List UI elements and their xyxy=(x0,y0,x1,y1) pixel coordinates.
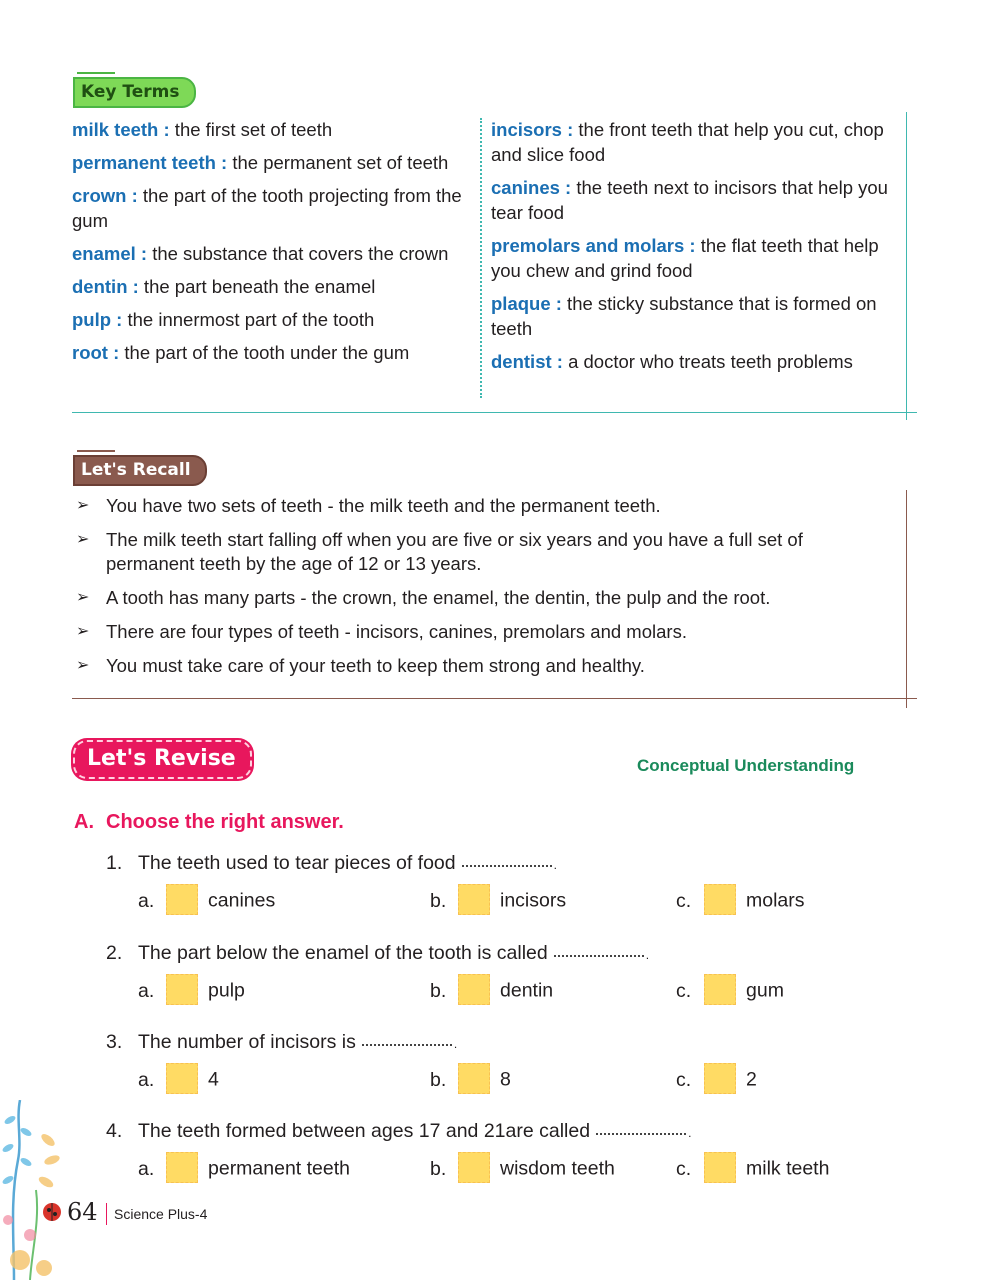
arrow-bullet-icon: ➢ xyxy=(76,589,90,606)
arrow-bullet-icon: ➢ xyxy=(76,623,90,640)
key-term: canines : the teeth next to incisors that help you tear food xyxy=(491,177,888,223)
answer-checkbox[interactable] xyxy=(166,884,198,915)
key-terms-left-column xyxy=(72,117,474,373)
key-term: milk teeth : the first set of teeth xyxy=(72,119,333,140)
recall-list xyxy=(74,494,874,688)
key-term: crown : the part of the tooth projecting from the gum xyxy=(72,185,462,231)
key-term: incisors : the front teeth that help you cut, chop and slice food xyxy=(491,119,884,165)
answer-checkbox[interactable] xyxy=(704,1063,736,1094)
key-term: plaque : the sticky substance that is formed on teeth xyxy=(491,293,877,339)
key-term: dentist : a doctor who treats teeth problems xyxy=(491,351,853,372)
key-terms-frame-line xyxy=(906,112,907,420)
key-terms-heading: Key Terms xyxy=(73,77,196,108)
answer-checkbox[interactable] xyxy=(704,1152,736,1183)
list-item: ➢ You have two sets of teeth - the milk teeth and the permanent teeth. xyxy=(76,495,661,516)
option-3a[interactable]: a. 4 xyxy=(138,1065,219,1096)
option-4c[interactable]: c. milk teeth xyxy=(676,1154,829,1185)
answer-checkbox[interactable] xyxy=(166,974,198,1005)
floral-decoration-icon xyxy=(0,1100,72,1280)
question-3: 3. The number of incisors is . xyxy=(106,1031,458,1053)
key-term: dentin : the part beneath the enamel xyxy=(72,276,376,297)
answer-checkbox[interactable] xyxy=(458,974,490,1005)
key-terms-frame-line xyxy=(72,412,917,413)
section-a-title: A. Choose the right answer. xyxy=(74,811,344,833)
key-terms-column-divider xyxy=(480,118,482,398)
option-4b[interactable]: b. wisdom teeth xyxy=(430,1154,615,1185)
recall-heading: Let's Recall xyxy=(73,455,207,486)
list-item: ➢ The milk teeth start falling off when you are five or six years and you have a full set of permanent teeth by the age of 12 or 13 years. xyxy=(76,529,803,574)
answer-checkbox[interactable] xyxy=(458,884,490,915)
option-2a[interactable]: a. pulp xyxy=(138,976,245,1007)
category-label: Conceptual Understanding xyxy=(637,756,855,775)
page-number: 64 xyxy=(67,1198,98,1226)
key-term: premolars and molars : the flat teeth that help you chew and grind food xyxy=(491,235,879,281)
answer-checkbox[interactable] xyxy=(704,884,736,915)
option-3c[interactable]: c. 2 xyxy=(676,1065,757,1096)
recall-frame-line xyxy=(72,698,917,699)
answer-checkbox[interactable] xyxy=(704,974,736,1005)
arrow-bullet-icon: ➢ xyxy=(76,497,90,514)
revise-heading: Let's Revise xyxy=(73,740,252,779)
recall-frame-line xyxy=(906,490,907,708)
question-2: 2. The part below the enamel of the tooth is called . xyxy=(106,942,650,964)
option-3b[interactable]: b. 8 xyxy=(430,1065,511,1096)
option-2b[interactable]: b. dentin xyxy=(430,976,553,1007)
arrow-bullet-icon: ➢ xyxy=(76,531,90,548)
key-terms-right-column xyxy=(491,117,901,382)
key-term: pulp : the innermost part of the tooth xyxy=(72,309,375,330)
option-2c[interactable]: c. gum xyxy=(676,976,784,1007)
list-item: ➢ You must take care of your teeth to keep them strong and healthy. xyxy=(76,655,645,676)
question-4: 4. The teeth formed between ages 17 and 21are called . xyxy=(106,1120,692,1142)
key-term: enamel : the substance that covers the crown xyxy=(72,243,449,264)
answer-checkbox[interactable] xyxy=(458,1063,490,1094)
option-1b[interactable]: b. incisors xyxy=(430,886,566,917)
answer-checkbox[interactable] xyxy=(166,1152,198,1183)
answer-blank xyxy=(362,1044,452,1046)
key-term: permanent teeth : the permanent set of teeth xyxy=(72,152,449,173)
option-1c[interactable]: c. molars xyxy=(676,886,805,917)
footer-divider xyxy=(106,1203,107,1225)
key-term: root : the part of the tooth under the gum xyxy=(72,342,410,363)
option-1a[interactable]: a. canines xyxy=(138,886,275,917)
list-item: ➢ There are four types of teeth - incisors, canines, premolars and molars. xyxy=(76,621,687,642)
book-title: Science Plus-4 xyxy=(114,1206,208,1222)
option-4a[interactable]: a. permanent teeth xyxy=(138,1154,350,1185)
arrow-bullet-icon: ➢ xyxy=(76,657,90,674)
answer-blank xyxy=(462,865,552,867)
question-1: 1. The teeth used to tear pieces of food . xyxy=(106,852,557,874)
answer-blank xyxy=(596,1133,686,1135)
answer-checkbox[interactable] xyxy=(458,1152,490,1183)
answer-blank xyxy=(554,955,644,957)
answer-checkbox[interactable] xyxy=(166,1063,198,1094)
list-item: ➢ A tooth has many parts - the crown, the enamel, the dentin, the pulp and the root. xyxy=(76,587,771,608)
